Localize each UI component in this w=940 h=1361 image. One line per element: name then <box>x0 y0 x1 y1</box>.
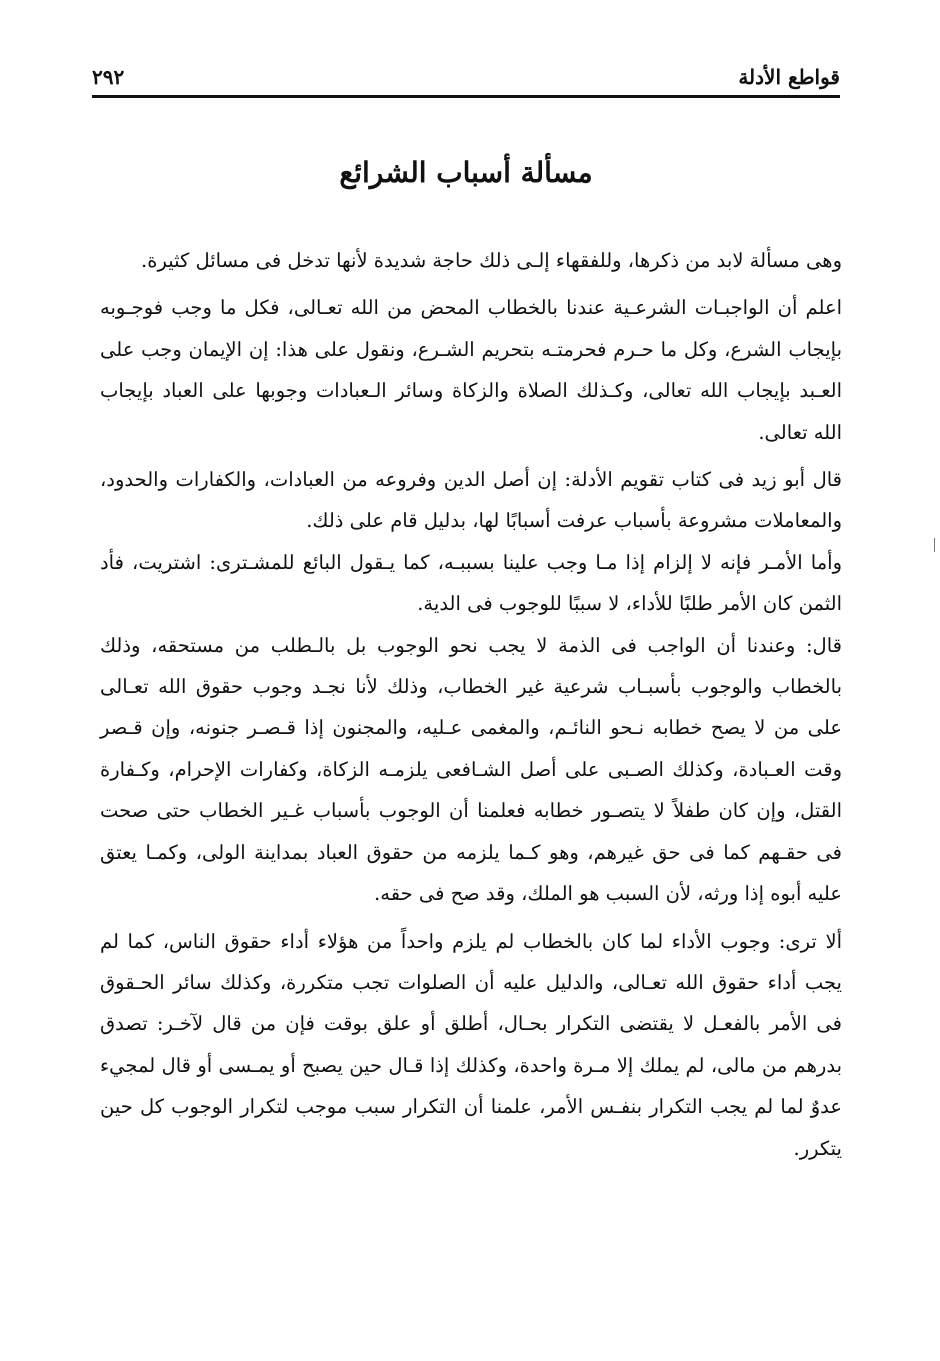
page-number: ٢٩٢ <box>92 65 125 89</box>
paragraph: وأما الأمـر فإنه لا إلزام إذا مـا وجب علينا بسببـه، كما يـقول البائع للمشـترى: اشتريت، فأد الثمن كان الأمر طلبًا للأداء، لا سببًا للوجوب فى الدية. <box>100 550 842 616</box>
paragraph: قال أبو زيد فى كتاب تقويم الأدلة: إن أصل الدين وفروعه من العبادات، والكفارات والحدود، والمعاملات مشروعة بأسباب عرفت أسبابًا لها، بدليل قام على ذلك. <box>100 468 842 533</box>
paragraph: اعلم أن الواجبـات الشرعـية عندنا بالخطاب المحض من الله تعـالى، فكل ما وجب فوجـوبه بإيجاب الشرع، وكل ما حـرم فحرمتـه بتحريم الشـرع، ونقول على هذا: إن الإيمان وجب على العـبد بإيجاب الله تعالى، وكـذلك الصلاة والزكاة وسائر الـعبادات وجوبها على العباد بإيجاب الله تعالى. <box>100 296 842 444</box>
paragraph: قال: وعندنا أن الواجب فى الذمة لا يجب نحو الوجوب بل بالـطلب من مستحقه، وذلك بالخطاب والوجوب بأسبـاب شرعية غير الخطاب، وذلك لأنا نجـد وجوب حقوق الله تعـالى على من لا يصح خطابه نـحو النائـم، والمغمى عـليه، والمجنون إذا قـصـر جنونه، وإن قـصر وقت العـبادة، وكذلك الصـبى على أصل الشـافعى يلزمـه الزكاة، وكفارات الإحرام، وكـفارة القتل، وإن كان طفلاً لا يتصـور خطابه فعلمنا أن الوجوب بأسباب غـير الخطاب حتى صحت فى حقـهم كما فى حق غيرهم، وهو كـما يلزمه من حقوق العباد بمداينة الولى، وكمـا يعتق عليه أبوه إذا ورثه، لأن السبب هو الملك، وقد صح فى حقه. <box>100 633 842 906</box>
book-title: قواطع الأدلة <box>738 65 840 89</box>
header-rule <box>92 95 840 98</box>
margin-mark <box>934 538 935 552</box>
body-text <box>100 240 842 1169</box>
running-header <box>92 60 840 94</box>
paragraph: وهى مسألة لابد من ذكرها، وللفقهاء إلـى ذلك حاجة شديدة لأنها تدخل فى مسائل كثيرة. <box>141 249 842 272</box>
chapter-title: مسألة أسباب الشرائع <box>339 156 593 189</box>
paragraph: ألا ترى: وجوب الأداء لما كان بالخطاب لم يلزم واحداً من هؤلاء أداء حقوق الناس، كما لم يجب أداء حقوق الله تعـالى، والدليل عليه أن الصلوات تجب متكررة، وكذلك سائر الحـقوق فى الأمر بالفعـل لا يقتضى التكرار بحـال، أطلق أو علق بوقت فإن من قال لآخـر: تصدق بدرهم من مالى، لم يملك إلا مـرة واحدة، وكذلك إذا قـال حين يصبح أو يمـسى أو قال لمجيء عدوٌ لما لم يجب التكرار بنفـس الأمر، علمنا أن التكرار سبب موجب لتكرار الوجوب كل حين يتكرر. <box>100 929 842 1160</box>
